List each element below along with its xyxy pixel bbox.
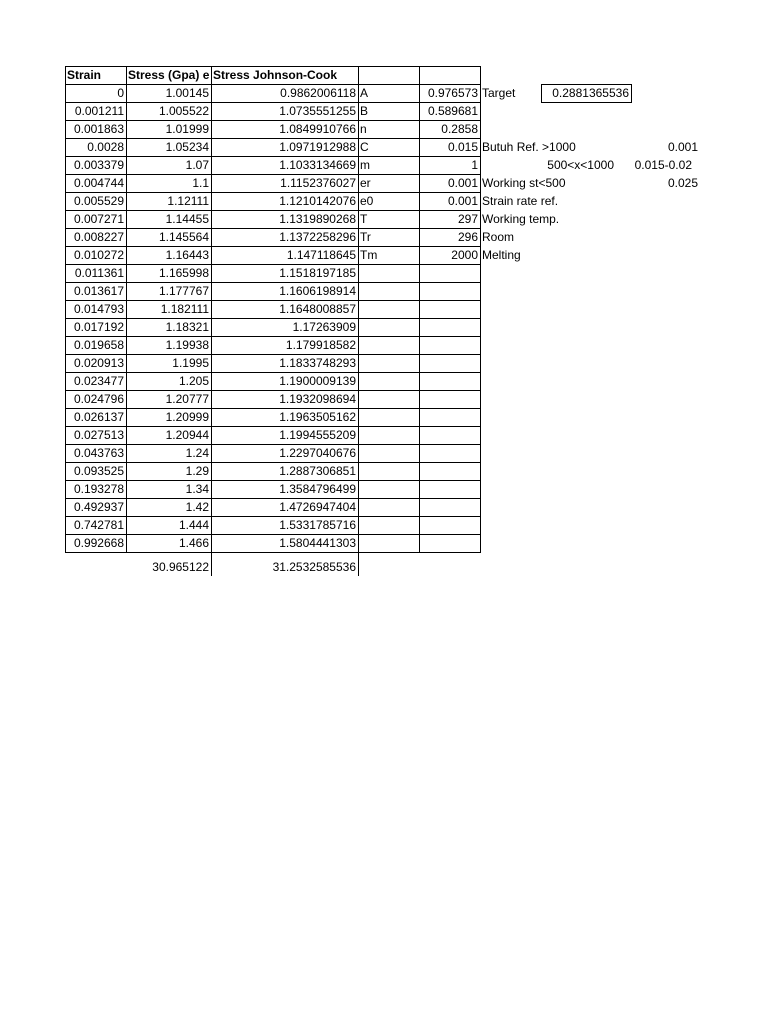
param-name-cell[interactable] [358,264,419,282]
table-row [0,102,768,120]
param-name-cell[interactable]: B [360,104,369,118]
johnson-cook-cell[interactable]: 1.1518197185 [279,266,356,280]
strain-cell[interactable]: 0.093525 [73,464,124,478]
johnson-cook-cell[interactable]: 1.1994555209 [279,428,356,442]
table-row [0,462,768,480]
param-label-cell[interactable]: Working temp. [482,212,560,226]
table-row [0,318,768,336]
strain-cell[interactable]: 0.026137 [73,410,124,424]
side-note-val-1[interactable]: 0.001 [667,140,698,154]
table-row [0,210,768,228]
param-name-cell[interactable]: T [360,212,368,226]
stress-cell[interactable]: 1.20944 [165,428,209,442]
gridline [65,462,480,463]
gridline [65,156,480,157]
table-row [0,120,768,138]
header-row [0,66,768,84]
table-row [0,264,768,282]
stress-cell[interactable]: 1.466 [178,536,209,550]
param-label-cell[interactable] [480,300,541,318]
gridline [211,552,212,576]
param-name-cell[interactable] [358,282,419,300]
stress-cell[interactable]: 1.20999 [165,410,209,424]
johnson-cook-cell[interactable]: 1.0849910766 [279,122,356,136]
gridline [65,138,480,139]
side-note-row-3 [0,174,768,192]
stress-cell[interactable]: 1.145564 [158,230,209,244]
header-empty-e[interactable] [419,66,480,84]
gridline [358,66,359,553]
gridline [65,102,480,103]
header-empty-d[interactable] [358,66,419,84]
table-row [0,444,768,462]
stress-cell[interactable]: 1.20777 [165,392,209,406]
strain-cell[interactable]: 0.005529 [73,194,124,208]
param-label-cell[interactable]: Room [482,230,515,244]
param-label-cell[interactable] [480,480,541,498]
gridline [211,66,212,553]
gridline [631,84,632,103]
gridline [126,66,127,553]
johnson-cook-cell[interactable]: 1.1833748293 [279,356,356,370]
gridline [65,516,480,517]
strain-cell[interactable]: 0.004744 [73,176,124,190]
param-name-cell[interactable] [358,390,419,408]
param-label-cell[interactable] [480,354,541,372]
stress-cell[interactable]: 1.14455 [165,212,209,226]
table-row [0,192,768,210]
param-label-cell[interactable] [480,120,541,138]
table-row [0,390,768,408]
gridline [65,300,480,301]
gridline [65,408,480,409]
gridline [541,102,631,103]
johnson-cook-cell[interactable]: 1.1606198914 [279,284,356,298]
stress-cell[interactable]: 1.16443 [165,248,209,262]
total-stress[interactable]: 30.965122 [152,560,209,574]
param-name-cell[interactable] [358,318,419,336]
target-value[interactable]: 0.2881365536 [552,86,629,100]
param-label-cell[interactable]: Working st<500 [482,176,566,190]
total-johnson-cook[interactable]: 31.2532585536 [272,560,356,574]
gridline [65,498,480,499]
side-note-val-3[interactable]: 0.025 [667,176,698,190]
param-name-cell[interactable] [358,444,419,462]
gridline [65,552,480,553]
stress-cell[interactable]: 1.24 [185,446,209,460]
gridline [65,84,480,85]
param-value-cell[interactable] [419,516,480,534]
table-row [0,372,768,390]
gridline [419,66,420,553]
param-name-cell[interactable] [358,372,419,390]
table-row [0,408,768,426]
param-label-cell[interactable] [480,444,541,462]
gridline [65,120,480,121]
johnson-cook-cell[interactable]: 1.5331785716 [279,518,356,532]
param-value-cell[interactable]: 0.589681 [427,104,478,118]
stress-cell[interactable]: 1.1 [192,176,209,190]
side-note-row-2 [0,156,768,174]
param-value-cell[interactable]: 0.001 [447,194,478,208]
param-value-cell[interactable]: 2000 [451,248,478,262]
stress-cell[interactable]: 1.00145 [165,86,209,100]
johnson-cook-cell[interactable]: 1.1210142076 [279,194,356,208]
param-value-cell[interactable] [419,444,480,462]
param-value-cell[interactable] [419,408,480,426]
strain-cell[interactable]: 0.008227 [73,230,124,244]
param-value-cell[interactable] [419,480,480,498]
param-value-cell[interactable] [419,498,480,516]
param-name-cell[interactable]: m [360,158,370,172]
strain-cell[interactable]: 0 [117,86,124,100]
param-label-cell[interactable] [480,462,541,480]
target-row [0,84,768,102]
param-name-cell[interactable] [358,336,419,354]
gridline [65,246,480,247]
param-value-cell[interactable] [419,282,480,300]
table-row [0,480,768,498]
table-row [0,228,768,246]
johnson-cook-cell[interactable]: 1.5804441303 [279,536,356,550]
stress-cell[interactable]: 1.42 [185,500,209,514]
totals-row [0,558,768,576]
table-row [0,516,768,534]
table-row [0,426,768,444]
strain-cell[interactable]: 0.043763 [73,446,124,460]
johnson-cook-cell[interactable]: 1.17263909 [292,320,356,334]
johnson-cook-cell[interactable]: 1.1319890268 [279,212,356,226]
gridline [541,84,631,85]
strain-cell[interactable]: 0.492937 [73,500,124,514]
strain-cell[interactable]: 0.007271 [73,212,124,226]
param-label-cell[interactable] [480,102,541,120]
gridline [65,192,480,193]
stress-cell[interactable]: 1.01999 [165,122,209,136]
header-stress[interactable]: Stress (Gpa) e [128,68,210,82]
johnson-cook-cell[interactable]: 1.1033134669 [279,158,356,172]
johnson-cook-cell[interactable]: 1.4726947404 [279,500,356,514]
param-name-cell[interactable]: C [360,140,369,154]
strain-cell[interactable]: 0.992668 [73,536,124,550]
stress-cell[interactable]: 1.19938 [165,338,209,352]
param-name-cell[interactable]: n [360,122,367,136]
table-row [0,246,768,264]
gridline [65,282,480,283]
johnson-cook-cell[interactable]: 1.1932098694 [279,392,356,406]
johnson-cook-cell[interactable]: 1.1648008857 [279,302,356,316]
table-row [0,534,768,552]
param-name-cell[interactable] [358,354,419,372]
table-row [0,282,768,300]
table-row [0,300,768,318]
param-name-cell[interactable] [358,516,419,534]
strain-cell[interactable]: 0.014793 [73,302,124,316]
johnson-cook-cell[interactable]: 1.0971912988 [279,140,356,154]
gridline [65,174,480,175]
param-name-cell[interactable]: A [360,86,369,100]
table-row [0,336,768,354]
param-name-cell[interactable]: Tr [360,230,371,244]
johnson-cook-cell[interactable]: 1.2887306851 [279,464,356,478]
param-value-cell[interactable] [419,534,480,552]
strain-cell[interactable]: 0.023477 [73,374,124,388]
side-note-val-2[interactable]: 0.015-0.02 [634,158,692,172]
stress-cell[interactable]: 1.205 [178,374,209,388]
side-note-row-1 [0,138,768,156]
gridline [358,552,359,576]
johnson-cook-cell[interactable]: 1.2297040676 [279,446,356,460]
strain-cell[interactable]: 0.013617 [73,284,124,298]
param-label-cell[interactable] [480,408,541,426]
gridline [65,66,480,67]
gridline [541,84,542,103]
stress-cell[interactable]: 1.29 [185,464,209,478]
param-label-cell[interactable] [480,390,541,408]
side-note-ref-range[interactable]: 500<x<1000 [547,158,614,172]
param-name-cell[interactable] [358,462,419,480]
param-value-cell[interactable]: 0.015 [447,140,478,154]
gridline [65,66,66,553]
johnson-cook-cell[interactable]: 1.1900009139 [279,374,356,388]
strain-cell[interactable]: 0.017192 [73,320,124,334]
param-label-cell[interactable] [480,426,541,444]
param-value-cell[interactable] [419,354,480,372]
johnson-cook-cell[interactable]: 1.147118645 [286,248,356,262]
gridline [65,534,480,535]
strain-cell[interactable]: 0.0028 [87,140,124,154]
param-value-cell[interactable] [419,336,480,354]
param-value-cell[interactable]: 1 [471,158,478,172]
param-value-cell[interactable] [419,390,480,408]
param-label-cell[interactable] [480,516,541,534]
johnson-cook-cell[interactable]: 1.1372258296 [279,230,356,244]
strain-cell[interactable]: 0.019658 [73,338,124,352]
header-strain[interactable]: Strain [67,68,102,82]
gridline [65,372,480,373]
param-name-cell[interactable] [358,534,419,552]
johnson-cook-cell[interactable]: 0.9862006118 [280,86,356,100]
param-name-cell[interactable] [358,426,419,444]
param-name-cell[interactable] [358,480,419,498]
gridline [65,390,480,391]
param-value-cell[interactable] [419,372,480,390]
stress-cell[interactable]: 1.34 [185,482,209,496]
gridline [65,426,480,427]
stress-cell[interactable]: 1.07 [185,158,209,172]
param-name-cell[interactable]: er [360,176,371,190]
param-label-cell[interactable] [480,336,541,354]
stress-cell[interactable]: 1.1995 [172,356,209,370]
stress-cell[interactable]: 1.05234 [165,140,209,154]
param-label-cell[interactable] [480,372,541,390]
param-value-cell[interactable] [419,462,480,480]
johnson-cook-cell[interactable]: 1.1963505162 [279,410,356,424]
strain-cell[interactable]: 0.001863 [73,122,124,136]
gridline [65,354,480,355]
param-label-cell[interactable]: Butuh Ref. >1000 [482,140,576,154]
header-johnson-cook[interactable]: Stress Johnson-Cook [213,68,338,82]
strain-cell[interactable]: 0.193278 [73,482,124,496]
johnson-cook-cell[interactable]: 1.1152376027 [280,176,356,190]
param-value-cell[interactable] [419,300,480,318]
strain-cell[interactable]: 0.001211 [74,104,124,118]
strain-cell[interactable]: 0.003379 [73,158,124,172]
stress-cell[interactable]: 1.165998 [158,266,209,280]
gridline [480,66,481,553]
param-value-cell[interactable]: 0.001 [447,176,478,190]
gridline [65,210,480,211]
param-value-cell[interactable] [419,318,480,336]
strain-cell[interactable]: 0.027513 [73,428,124,442]
gridline [65,336,480,337]
stress-cell[interactable]: 1.18321 [165,320,209,334]
stress-cell[interactable]: 1.177767 [158,284,209,298]
johnson-cook-cell[interactable]: 1.0735551255 [279,104,356,118]
gridline [65,480,480,481]
param-name-cell[interactable]: Tm [360,248,378,262]
param-label-cell[interactable] [480,282,541,300]
param-label-cell[interactable]: Target [482,86,516,100]
param-value-cell[interactable]: 0.2858 [441,122,478,136]
param-value-cell[interactable] [419,264,480,282]
param-name-cell[interactable] [358,300,419,318]
stress-cell[interactable]: 1.005522 [158,104,209,118]
param-name-cell[interactable] [358,408,419,426]
table-row [0,498,768,516]
param-name-cell[interactable]: e0 [360,194,374,208]
param-name-cell[interactable] [358,498,419,516]
param-label-cell[interactable]: Melting [482,248,521,262]
stress-cell[interactable]: 1.12111 [167,194,209,208]
strain-cell[interactable]: 0.024796 [73,392,124,406]
johnson-cook-cell[interactable]: 1.3584796499 [279,482,356,496]
strain-cell[interactable]: 0.011361 [74,266,124,280]
param-label-cell[interactable] [480,318,541,336]
param-label-cell[interactable] [480,498,541,516]
gridline [65,318,480,319]
gridline [65,228,480,229]
strain-cell[interactable]: 0.020913 [73,356,124,370]
table-row [0,354,768,372]
strain-cell[interactable]: 0.010272 [73,248,124,262]
param-value-cell[interactable]: 296 [457,230,478,244]
gridline [65,264,480,265]
gridline [65,444,480,445]
strain-cell[interactable]: 0.742781 [73,518,124,532]
param-label-cell[interactable] [480,534,541,552]
stress-cell[interactable]: 1.444 [178,518,209,532]
param-value-cell[interactable] [419,426,480,444]
param-value-cell[interactable]: 297 [457,212,478,226]
johnson-cook-cell[interactable]: 1.179918582 [285,338,356,352]
param-label-cell[interactable] [480,264,541,282]
stress-cell[interactable]: 1.182111 [160,302,209,316]
param-value-cell[interactable]: 0.976573 [427,86,478,100]
param-label-cell[interactable]: Strain rate ref. [482,194,559,208]
